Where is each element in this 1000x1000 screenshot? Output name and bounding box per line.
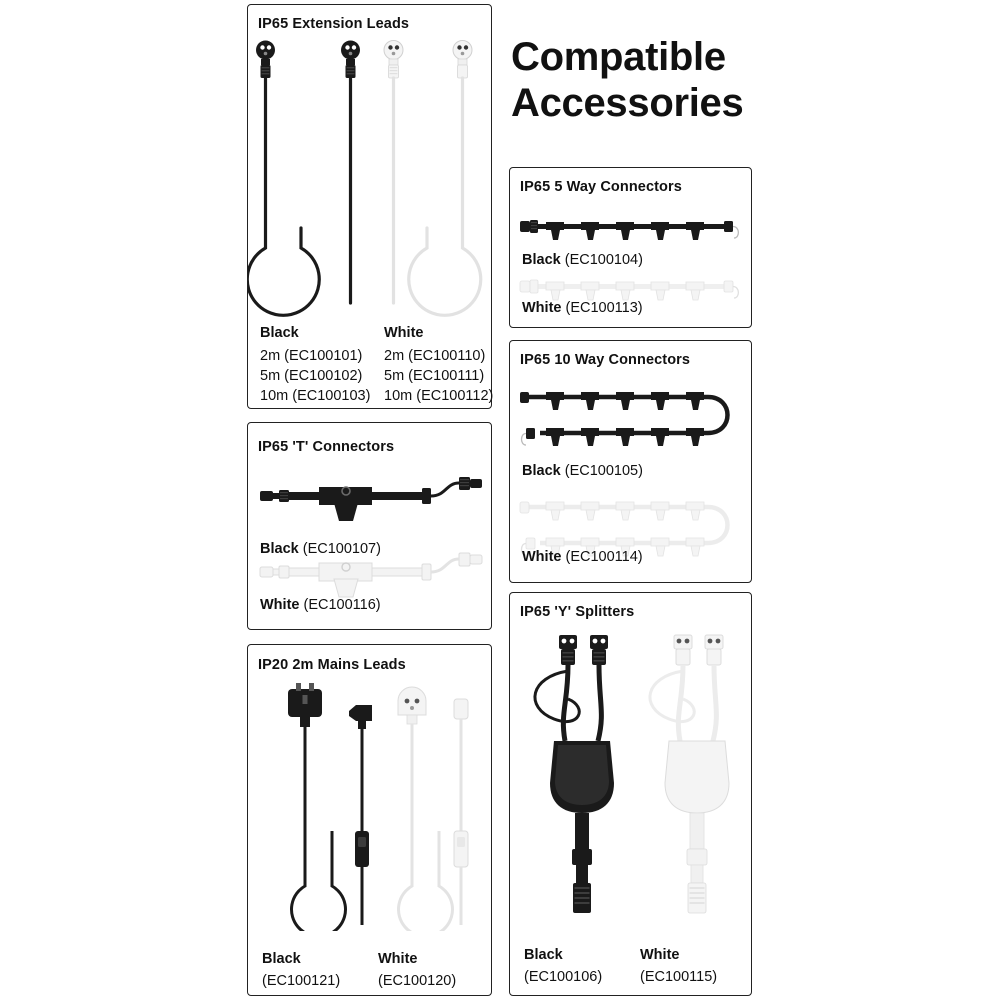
- mains-leads-white-caption: [378, 949, 456, 991]
- mains-leads-white-label: White: [378, 951, 418, 967]
- extension-leads-white-item-1: 5m (EC100111): [384, 368, 485, 384]
- y-splitters-black-caption: [524, 945, 602, 987]
- mains-leads-artwork: [248, 681, 493, 931]
- t-connector-white-artwork: [254, 541, 486, 599]
- panel-y-splitters-title: IP65 'Y' Splitters: [520, 604, 635, 620]
- t-connectors-white-caption: [260, 595, 381, 615]
- panel-5-way-connectors: [509, 167, 752, 328]
- extension-leads-black-caption: [260, 323, 370, 406]
- mains-leads-black-label: Black: [262, 951, 301, 967]
- mains-leads-white-code: (EC100120): [378, 973, 457, 989]
- extension-leads-black-item-2: 10m (EC100103): [260, 388, 371, 404]
- five-way-white-label: White: [522, 300, 562, 316]
- t-connectors-white-label: White: [260, 597, 300, 613]
- panel-mains-leads: [247, 644, 492, 996]
- panel-10-way-connectors-title: IP65 10 Way Connectors: [520, 352, 691, 368]
- five-way-black-artwork: [518, 208, 746, 246]
- mains-leads-black-caption: [262, 949, 340, 991]
- t-connector-black-artwork: [254, 465, 486, 523]
- extension-leads-artwork: [248, 33, 493, 323]
- extension-leads-black-item-1: 5m (EC100102): [260, 368, 363, 384]
- extension-leads-white-item-2: 10m (EC100112): [384, 388, 494, 404]
- five-way-black-code: (EC100104): [564, 252, 643, 268]
- y-splitters-white-caption: [640, 945, 717, 987]
- t-connectors-white-code: (EC100116): [303, 597, 381, 613]
- page-title: [511, 34, 931, 126]
- panel-extension-leads-title: IP65 Extension Leads: [258, 16, 410, 32]
- panel-extension-leads: [247, 4, 492, 409]
- five-way-black-caption: [522, 250, 643, 270]
- five-way-white-caption: [522, 298, 643, 318]
- ten-way-white-code: (EC100114): [565, 549, 643, 565]
- panel-10-way-connectors: [509, 340, 752, 583]
- panel-y-splitters: [509, 592, 752, 996]
- ten-way-white-caption: [522, 547, 643, 567]
- panel-t-connectors: [247, 422, 492, 630]
- ten-way-white-label: White: [522, 549, 562, 565]
- panel-t-connectors-title: IP65 'T' Connectors: [258, 439, 395, 455]
- ten-way-black-label: Black: [522, 463, 561, 479]
- extension-leads-black-item-0: 2m (EC100101): [260, 348, 363, 364]
- extension-leads-white-item-0: 2m (EC100110): [384, 348, 486, 364]
- mains-leads-black-code: (EC100121): [262, 973, 341, 989]
- ten-way-black-artwork: [518, 379, 746, 451]
- extension-leads-white-caption: [384, 323, 493, 406]
- panel-mains-leads-title: IP20 2m Mains Leads: [258, 657, 406, 673]
- y-splitters-white-label: White: [640, 947, 680, 963]
- extension-leads-black-label: Black: [260, 325, 299, 341]
- ten-way-black-caption: [522, 461, 643, 481]
- page-title-line2: Accessories: [511, 81, 744, 125]
- t-connectors-black-code: (EC100107): [302, 541, 381, 557]
- panel-5-way-connectors-title: IP65 5 Way Connectors: [520, 179, 682, 195]
- y-splitters-artwork: [510, 633, 753, 923]
- t-connectors-black-label: Black: [260, 541, 299, 557]
- ten-way-black-code: (EC100105): [564, 463, 643, 479]
- five-way-white-code: (EC100113): [565, 300, 643, 316]
- y-splitters-white-code: (EC100115): [640, 969, 718, 985]
- extension-leads-white-label: White: [384, 325, 424, 341]
- five-way-black-label: Black: [522, 252, 561, 268]
- y-splitters-black-label: Black: [524, 947, 563, 963]
- y-splitters-black-code: (EC100106): [524, 969, 603, 985]
- page-title-line1: Compatible: [511, 35, 726, 79]
